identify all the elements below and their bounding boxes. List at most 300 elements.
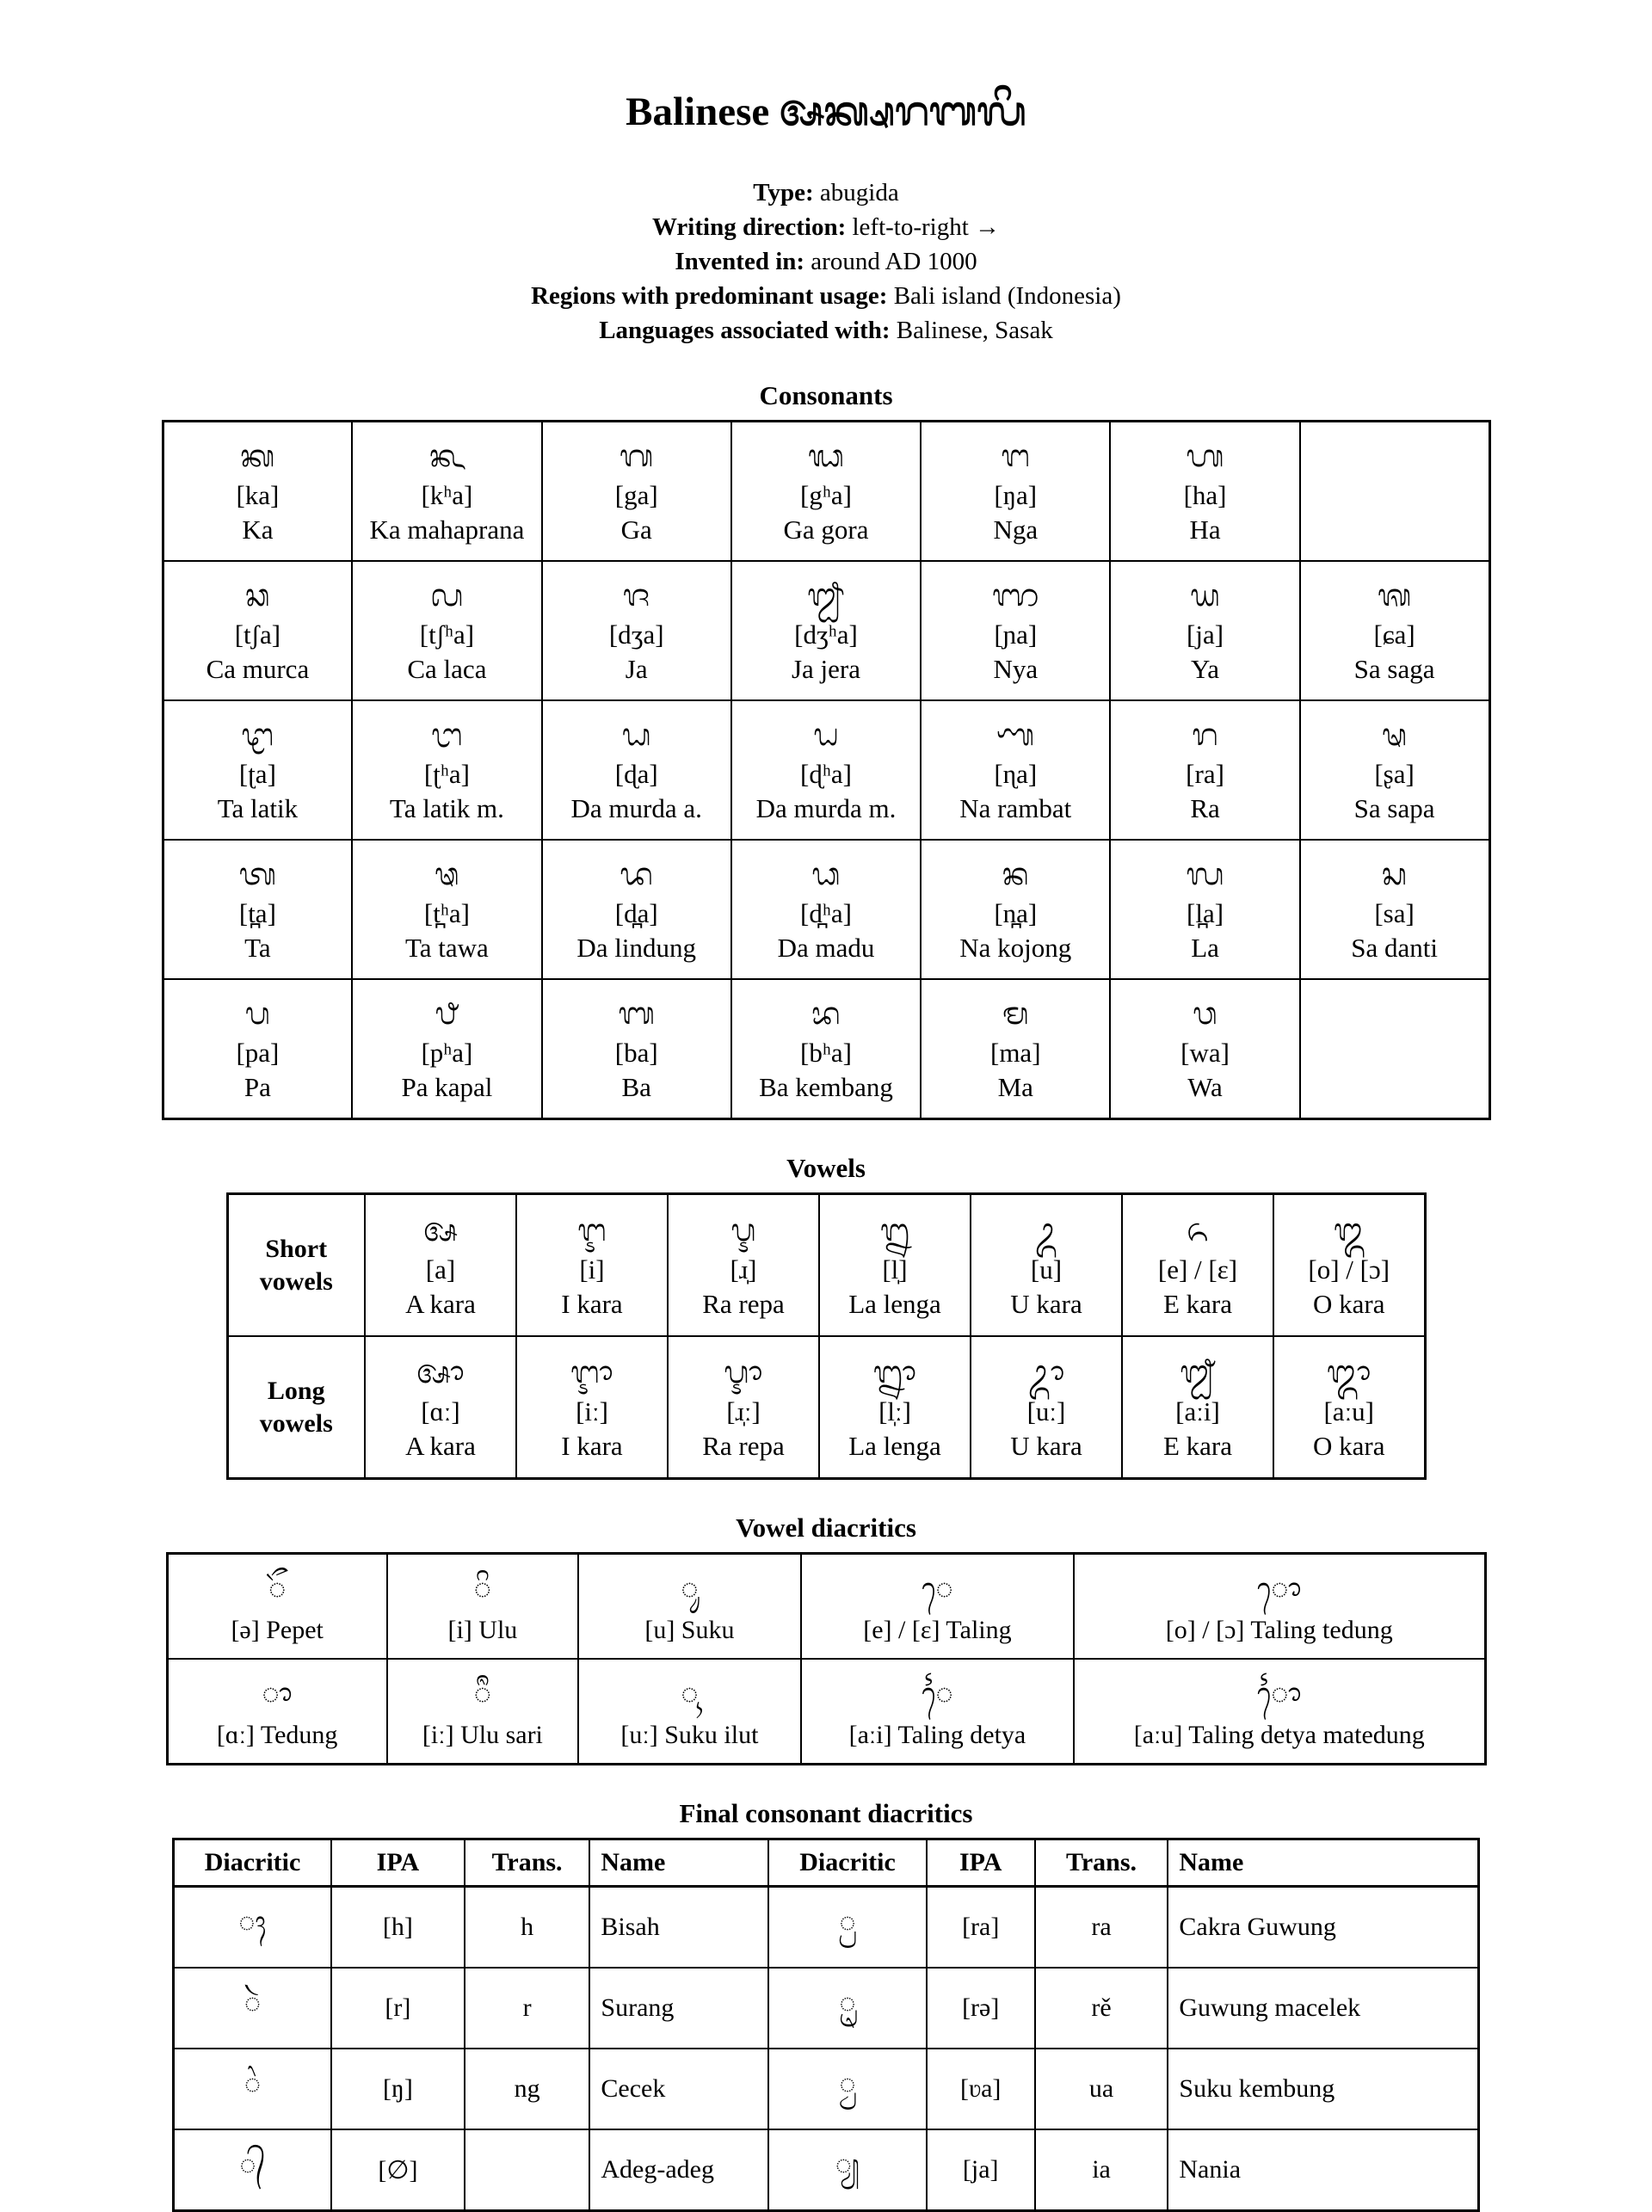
letter-name: Ka mahaprana bbox=[369, 514, 525, 545]
name-cell: Cecek bbox=[589, 2049, 768, 2129]
ipa-value: [ɹ̩] bbox=[730, 1254, 757, 1285]
letter-name: I kara bbox=[561, 1288, 623, 1319]
column-header: Trans. bbox=[465, 1839, 590, 1887]
diacritic-glyph-cell: ◌ᬄ bbox=[174, 1887, 332, 1969]
letter-cell bbox=[819, 1336, 971, 1479]
column-header: IPA bbox=[927, 1839, 1035, 1887]
letter-cell bbox=[731, 979, 921, 1119]
balinese-glyph: ᬡ bbox=[996, 718, 1035, 753]
ipa-value: [ra] bbox=[1186, 759, 1224, 789]
letter-cell bbox=[1110, 840, 1299, 979]
letter-cell bbox=[352, 422, 541, 562]
letter-cell bbox=[1110, 561, 1299, 700]
letter-name: Ma bbox=[997, 1072, 1033, 1102]
vowels-table bbox=[226, 1192, 1427, 1480]
balinese-glyph: ᬖ bbox=[807, 439, 845, 474]
ipa-value: [ŋa] bbox=[994, 480, 1038, 510]
ipa-value: [aːi] bbox=[1175, 1396, 1220, 1426]
letter-cell bbox=[668, 1336, 819, 1479]
ipa-cell: [ʋa] bbox=[927, 2049, 1035, 2129]
diacritic-glyph-cell: ◌ᬃ bbox=[174, 1968, 332, 2049]
ipa-value: [ʂa] bbox=[1374, 759, 1415, 789]
letter-name: Sa saga bbox=[1353, 654, 1435, 684]
final-diacritic-row bbox=[174, 2049, 1479, 2129]
letter-name: Ba kembang bbox=[759, 1072, 893, 1102]
letter-name: Ja jera bbox=[791, 654, 860, 684]
balinese-glyph: ᬐ bbox=[1180, 1354, 1216, 1390]
title-balinese-script: ᬅᬓ᭄ᬱᬭᬩᬮᬶ bbox=[779, 88, 1026, 135]
ipa-value: [n̪a] bbox=[994, 898, 1038, 928]
letter-cell bbox=[1110, 700, 1299, 840]
balinese-glyph: ᬊ bbox=[1027, 1354, 1065, 1390]
metadata bbox=[0, 176, 1652, 348]
meta-label: Writing direction: bbox=[651, 213, 847, 241]
letter-cell bbox=[971, 1194, 1122, 1337]
consonant-row bbox=[163, 561, 1489, 700]
letter-name: Nga bbox=[993, 514, 1039, 545]
ipa-value: [ha] bbox=[1183, 480, 1227, 510]
letter-cell bbox=[542, 561, 731, 700]
letter-name: E kara bbox=[1162, 1288, 1233, 1319]
letter-cell bbox=[921, 700, 1110, 840]
trans-cell: rě bbox=[1035, 1968, 1168, 2049]
diacritic-glyph: ◌ᬹ bbox=[681, 1677, 699, 1711]
diacritic-glyph: ◌ᬿ bbox=[922, 1677, 953, 1711]
diacritic-glyph: ◌ᭂ bbox=[268, 1572, 287, 1606]
letter-cell bbox=[542, 422, 731, 562]
letter-name: La lenga bbox=[848, 1430, 941, 1461]
vowel-diacritic-row bbox=[167, 1554, 1485, 1660]
letter-name: Ga bbox=[620, 514, 652, 545]
balinese-glyph: ᬋ bbox=[730, 1212, 756, 1248]
meta-line bbox=[0, 313, 1652, 348]
letter-name: Ta latik bbox=[217, 793, 299, 823]
balinese-glyph: ᬪ bbox=[811, 996, 841, 1032]
balinese-glyph: ᬗ bbox=[1001, 439, 1031, 474]
letter-name: Ra repa bbox=[702, 1288, 785, 1319]
letter-name: Ba bbox=[621, 1072, 651, 1102]
letter-name: O kara bbox=[1313, 1288, 1385, 1319]
vowel-diacritic-cell bbox=[167, 1554, 387, 1660]
diacritic-glyph-cell: ◌ᬂ bbox=[174, 2049, 332, 2129]
diacritic-glyph: ◌ᬾ bbox=[922, 1572, 953, 1606]
diacritic-glyph: ◌ᬸ bbox=[681, 1572, 699, 1606]
meta-value: left-to-right → bbox=[852, 213, 1001, 241]
ipa-value: [kʰa] bbox=[421, 480, 473, 510]
letter-cell bbox=[921, 979, 1110, 1119]
column-header: Name bbox=[1168, 1839, 1478, 1887]
balinese-glyph: ᬑ bbox=[1334, 1212, 1365, 1248]
diacritic-label: [aːu] Taling detya matedung bbox=[1133, 1721, 1425, 1749]
final-diacritic-row bbox=[174, 2129, 1479, 2211]
vowel-diacritic-cell bbox=[801, 1659, 1074, 1765]
diacritic-glyph: ◌ᭀ bbox=[1256, 1572, 1302, 1606]
letter-name: Ga gora bbox=[783, 514, 869, 545]
balinese-glyph: ᬳ bbox=[1186, 439, 1224, 474]
diacritic-glyph-cell: ◌᭄ᬭ bbox=[768, 1887, 927, 1969]
balinese-glyph: ᬉ bbox=[1034, 1212, 1058, 1248]
meta-label: Languages associated with: bbox=[599, 317, 891, 344]
name-cell: Nania bbox=[1168, 2129, 1478, 2211]
letter-name: Wa bbox=[1187, 1072, 1223, 1102]
letter-cell bbox=[731, 700, 921, 840]
balinese-glyph: ᬠ bbox=[813, 718, 839, 753]
balinese-glyph: ᬭ bbox=[1192, 718, 1218, 753]
letter-name: A kara bbox=[405, 1288, 476, 1319]
ipa-cell: [rə] bbox=[927, 1968, 1035, 2049]
letter-cell bbox=[542, 840, 731, 979]
letter-name: U kara bbox=[1010, 1430, 1082, 1461]
diacritic-label: [iː] Ulu sari bbox=[422, 1721, 543, 1749]
ipa-cell: [∅] bbox=[331, 2129, 465, 2211]
balinese-glyph: ᬇ bbox=[577, 1212, 607, 1248]
ipa-value: [ɲa] bbox=[994, 619, 1038, 650]
letter-name: Pa bbox=[243, 1072, 271, 1102]
name-cell: Cakra Guwung bbox=[1168, 1887, 1478, 1969]
balinese-glyph: ᬕ bbox=[620, 439, 654, 474]
ipa-value: [t̪a] bbox=[238, 898, 276, 928]
letter-name: E kara bbox=[1162, 1430, 1233, 1461]
balinese-glyph: ᬯ bbox=[1193, 996, 1217, 1032]
ipa-value: [i] bbox=[579, 1254, 605, 1285]
ipa-value: [ɖʰa] bbox=[800, 759, 852, 789]
ipa-value: [l̩] bbox=[882, 1254, 908, 1285]
letter-name: La bbox=[1191, 933, 1219, 963]
diacritic-glyph-cell: ◌᭄ᬯ bbox=[768, 2049, 927, 2129]
vowel-diacritic-cell bbox=[1074, 1659, 1485, 1765]
letter-name: Ta latik m. bbox=[389, 793, 504, 823]
balinese-glyph: ᬓ bbox=[240, 439, 275, 474]
meta-line bbox=[0, 210, 1652, 244]
letter-cell bbox=[352, 979, 541, 1119]
balinese-glyph: ᬬ bbox=[1190, 578, 1220, 613]
title-latin: Balinese bbox=[626, 89, 770, 134]
diacritic-glyph-cell: ◌᭄ᬬ bbox=[768, 2129, 927, 2211]
diacritic-label: [aːi] Taling detya bbox=[848, 1721, 1026, 1749]
ipa-value: [ɑː] bbox=[421, 1396, 460, 1426]
ipa-value: [a] bbox=[425, 1254, 456, 1285]
letter-name: Da lindung bbox=[576, 933, 697, 963]
page-title bbox=[0, 83, 1652, 155]
vowels-heading: Vowels bbox=[786, 1153, 866, 1183]
trans-cell: ra bbox=[1035, 1887, 1168, 1969]
letter-name: Pa kapal bbox=[401, 1072, 493, 1102]
column-header: Diacritic bbox=[768, 1839, 927, 1887]
vowel-diacritics-table bbox=[166, 1552, 1487, 1765]
letter-name: Na rambat bbox=[959, 793, 1072, 823]
column-header: Trans. bbox=[1035, 1839, 1168, 1887]
consonant-row bbox=[163, 422, 1489, 562]
letter-name: U kara bbox=[1010, 1288, 1082, 1319]
vowel-diacritic-cell bbox=[387, 1554, 578, 1660]
name-cell: Bisah bbox=[589, 1887, 768, 1969]
letter-cell bbox=[819, 1194, 971, 1337]
balinese-glyph: ᬛ bbox=[807, 578, 845, 613]
balinese-glyph: ᬱ bbox=[1382, 718, 1408, 753]
letter-cell bbox=[365, 1194, 516, 1337]
ipa-value: [e] / [ɛ] bbox=[1157, 1254, 1238, 1285]
trans-cell: ia bbox=[1035, 2129, 1168, 2211]
final-diacritic-row bbox=[174, 1887, 1479, 1969]
letter-name: Sa danti bbox=[1351, 933, 1438, 963]
balinese-glyph: ᬟ bbox=[621, 718, 651, 753]
letter-cell bbox=[1273, 1194, 1425, 1337]
letter-cell bbox=[921, 422, 1110, 562]
letter-name: Ca laca bbox=[407, 654, 487, 684]
letter-name: Ha bbox=[1189, 514, 1221, 545]
final-diacritics-heading: Final consonant diacritics bbox=[679, 1798, 973, 1828]
balinese-glyph: ᬰ bbox=[1377, 578, 1412, 613]
consonant-row bbox=[163, 840, 1489, 979]
name-cell: Guwung macelek bbox=[1168, 1968, 1478, 2049]
balinese-glyph: ᬜ bbox=[992, 578, 1039, 613]
vowel-diacritic-cell bbox=[801, 1554, 1074, 1660]
letter-name: Ta bbox=[244, 933, 271, 963]
ipa-value: [pʰa] bbox=[421, 1038, 473, 1068]
diacritic-label: [i] Ulu bbox=[447, 1616, 518, 1644]
letter-name: Da murda m. bbox=[755, 793, 897, 823]
letter-name: O kara bbox=[1313, 1430, 1385, 1461]
ipa-value: [ʈa] bbox=[238, 759, 276, 789]
ipa-value: [ʈʰa] bbox=[423, 759, 470, 789]
ipa-value: [gʰa] bbox=[800, 480, 852, 510]
diacritic-label: [uː] Suku ilut bbox=[620, 1721, 759, 1749]
ipa-value: [d̪a] bbox=[614, 898, 658, 928]
letter-name: A kara bbox=[405, 1430, 476, 1461]
balinese-glyph: ᬞ bbox=[431, 718, 463, 753]
letter-cell bbox=[1300, 979, 1489, 1119]
meta-label: Type: bbox=[753, 179, 814, 206]
letter-cell bbox=[1300, 561, 1489, 700]
letter-name: Ka bbox=[242, 514, 274, 545]
balinese-glyph: ᬤ bbox=[620, 857, 653, 892]
balinese-glyph: ᬦ bbox=[1002, 857, 1029, 892]
meta-line bbox=[0, 176, 1652, 210]
balinese-glyph: ᬧ bbox=[244, 996, 270, 1032]
balinese-glyph: ᬘ bbox=[245, 578, 270, 613]
vowel-diacritic-cell bbox=[578, 1659, 801, 1765]
letter-name: Ta tawa bbox=[405, 933, 489, 963]
letter-cell bbox=[163, 979, 352, 1119]
name-cell: Adeg-adeg bbox=[589, 2129, 768, 2211]
letter-name: Ra repa bbox=[702, 1430, 785, 1461]
letter-cell bbox=[163, 561, 352, 700]
letter-name: Na kojong bbox=[959, 933, 1072, 963]
ipa-value: [sa] bbox=[1374, 898, 1415, 928]
diacritic-glyph: ◌ᬵ bbox=[262, 1677, 293, 1711]
ipa-cell: [ra] bbox=[927, 1887, 1035, 1969]
letter-cell bbox=[352, 700, 541, 840]
diacritic-label: [ɑː] Tedung bbox=[216, 1721, 338, 1749]
letter-cell bbox=[1110, 422, 1299, 562]
meta-value: Balinese, Sasak bbox=[896, 317, 1053, 344]
diacritic-glyph-cell: ◌᭄ bbox=[174, 2129, 332, 2211]
letter-cell bbox=[1273, 1336, 1425, 1479]
letter-name: Ya bbox=[1191, 654, 1220, 684]
ipa-value: [dʒʰa] bbox=[794, 619, 858, 650]
ipa-value: [ɖa] bbox=[614, 759, 658, 789]
meta-value: abugida bbox=[819, 179, 899, 206]
letter-cell bbox=[365, 1336, 516, 1479]
balinese-glyph: ᬙ bbox=[430, 578, 464, 613]
ipa-value: [d̪ʰa] bbox=[800, 898, 852, 928]
vowel-row bbox=[227, 1336, 1425, 1479]
trans-cell: ua bbox=[1035, 2049, 1168, 2129]
ipa-value: [pa] bbox=[236, 1038, 280, 1068]
balinese-glyph: ᬫ bbox=[1002, 996, 1029, 1032]
meta-value: Bali island (Indonesia) bbox=[893, 282, 1121, 310]
ipa-value: [uː] bbox=[1026, 1396, 1066, 1426]
diacritic-label: [ə] Pepet bbox=[231, 1616, 324, 1644]
ipa-cell: [ja] bbox=[927, 2129, 1035, 2211]
ipa-value: [ɹ̩ː] bbox=[726, 1396, 761, 1426]
column-header: Name bbox=[589, 1839, 768, 1887]
vowel-diacritics-heading: Vowel diacritics bbox=[736, 1513, 916, 1543]
balinese-glyph: ᬆ bbox=[416, 1354, 465, 1390]
diacritic-label: [e] / [ɛ] Taling bbox=[863, 1616, 1012, 1644]
diacritic-glyph-cell: ◌ᬺ bbox=[768, 1968, 927, 2049]
ipa-value: [l̪a] bbox=[1187, 898, 1224, 928]
name-cell: Suku kembung bbox=[1168, 2049, 1478, 2129]
letter-cell bbox=[668, 1194, 819, 1337]
ipa-value: [u] bbox=[1030, 1254, 1063, 1285]
name-cell: Surang bbox=[589, 1968, 768, 2049]
letter-name: Ca murca bbox=[206, 654, 310, 684]
balinese-glyph: ᬎ bbox=[872, 1354, 917, 1390]
ipa-cell: [r] bbox=[331, 1968, 465, 2049]
letter-cell bbox=[731, 561, 921, 700]
balinese-glyph: ᬍ bbox=[879, 1212, 910, 1248]
ipa-value: [t̪ʰa] bbox=[423, 898, 470, 928]
vowel-row-label: Short vowels bbox=[227, 1194, 365, 1337]
balinese-glyph: ᬈ bbox=[570, 1354, 613, 1390]
balinese-glyph: ᬌ bbox=[724, 1354, 763, 1390]
letter-cell bbox=[921, 561, 1110, 700]
ipa-value: [dʒa] bbox=[608, 619, 664, 650]
letter-cell bbox=[352, 561, 541, 700]
vowel-diacritic-row bbox=[167, 1659, 1485, 1765]
letter-cell bbox=[1110, 979, 1299, 1119]
ipa-value: [ka] bbox=[236, 480, 280, 510]
letter-cell bbox=[163, 840, 352, 979]
balinese-glyph: ᬚ bbox=[622, 578, 650, 613]
letter-cell bbox=[516, 1336, 668, 1479]
diacritic-label: [u] Suku bbox=[644, 1616, 735, 1644]
column-header: IPA bbox=[331, 1839, 465, 1887]
column-header: Diacritic bbox=[174, 1839, 332, 1887]
ipa-value: [ja] bbox=[1187, 619, 1224, 650]
ipa-value: [l̩ː] bbox=[878, 1396, 911, 1426]
vowel-diacritic-cell bbox=[578, 1554, 801, 1660]
consonants-heading: Consonants bbox=[759, 380, 893, 410]
consonant-row bbox=[163, 979, 1489, 1119]
consonant-row bbox=[163, 700, 1489, 840]
ipa-value: [o] / [ɔ] bbox=[1308, 1254, 1390, 1285]
letter-cell bbox=[731, 840, 921, 979]
letter-cell bbox=[921, 840, 1110, 979]
balinese-glyph: ᬨ bbox=[435, 996, 459, 1032]
ipa-value: [ba] bbox=[614, 1038, 658, 1068]
balinese-glyph: ᬒ bbox=[1327, 1354, 1372, 1390]
ipa-value: [ga] bbox=[614, 480, 658, 510]
letter-name: Ja bbox=[625, 654, 648, 684]
vowel-diacritic-cell bbox=[1074, 1554, 1485, 1660]
final-consonant-diacritics-table bbox=[172, 1838, 1480, 2212]
ipa-value: [tʃa] bbox=[234, 619, 281, 650]
balinese-glyph: ᬣ bbox=[435, 857, 459, 892]
letter-cell bbox=[971, 1336, 1122, 1479]
ipa-value: [ɕa] bbox=[1373, 619, 1415, 650]
diacritic-label: [o] / [ɔ] Taling tedung bbox=[1165, 1616, 1393, 1644]
vowel-diacritic-cell bbox=[387, 1659, 578, 1765]
ipa-value: [wa] bbox=[1180, 1038, 1230, 1068]
balinese-glyph: ᬥ bbox=[811, 857, 841, 892]
ipa-cell: [h] bbox=[331, 1887, 465, 1969]
ipa-value: [bʰa] bbox=[800, 1038, 852, 1068]
letter-cell bbox=[731, 422, 921, 562]
letter-cell bbox=[1300, 840, 1489, 979]
balinese-glyph: ᬏ bbox=[1187, 1212, 1209, 1248]
ipa-cell: [ŋ] bbox=[331, 2049, 465, 2129]
letter-name: Da murda a. bbox=[570, 793, 702, 823]
consonants-table bbox=[162, 420, 1491, 1120]
letter-cell bbox=[542, 700, 731, 840]
ipa-value: [ma] bbox=[990, 1038, 1041, 1068]
trans-cell: ng bbox=[465, 2049, 590, 2129]
letter-cell bbox=[163, 700, 352, 840]
ipa-value: [aːu] bbox=[1323, 1396, 1375, 1426]
balinese-glyph: ᬩ bbox=[618, 996, 655, 1032]
meta-line bbox=[0, 244, 1652, 279]
letter-name: Sa sapa bbox=[1353, 793, 1435, 823]
ipa-value: [ɳa] bbox=[994, 759, 1038, 789]
balinese-glyph: ᬅ bbox=[423, 1212, 458, 1248]
meta-label: Invented in: bbox=[675, 248, 805, 275]
ipa-value: [tʃʰa] bbox=[419, 619, 475, 650]
letter-cell bbox=[1300, 700, 1489, 840]
letter-cell bbox=[542, 979, 731, 1119]
letter-name: I kara bbox=[561, 1430, 623, 1461]
balinese-glyph: ᬲ bbox=[1382, 857, 1408, 892]
balinese-glyph: ᬝ bbox=[241, 718, 274, 753]
final-diacritic-row bbox=[174, 1968, 1479, 2049]
letter-cell bbox=[352, 840, 541, 979]
ipa-value: [iː] bbox=[576, 1396, 608, 1426]
meta-value: around AD 1000 bbox=[811, 248, 977, 275]
trans-cell: r bbox=[465, 1968, 590, 2049]
balinese-glyph: ᬮ bbox=[1186, 857, 1224, 892]
vowel-row-label: Long vowels bbox=[227, 1336, 365, 1479]
balinese-glyph: ᬢ bbox=[238, 857, 277, 892]
letter-cell bbox=[516, 1194, 668, 1337]
diacritic-glyph: ◌ᬷ bbox=[473, 1677, 491, 1711]
meta-label: Regions with predominant usage: bbox=[531, 282, 888, 310]
trans-cell: h bbox=[465, 1887, 590, 1969]
letter-cell bbox=[1122, 1194, 1273, 1337]
letter-cell bbox=[1300, 422, 1489, 562]
diacritic-glyph: ◌ᭁ bbox=[1256, 1677, 1302, 1711]
vowel-diacritic-cell bbox=[167, 1659, 387, 1765]
letter-cell bbox=[1122, 1336, 1273, 1479]
letter-name: La lenga bbox=[848, 1288, 941, 1319]
balinese-glyph: ᬔ bbox=[429, 439, 465, 474]
trans-cell bbox=[465, 2129, 590, 2211]
letter-cell bbox=[163, 422, 352, 562]
letter-name: Nya bbox=[993, 654, 1039, 684]
letter-name: Da madu bbox=[777, 933, 875, 963]
meta-line bbox=[0, 279, 1652, 313]
letter-name: Ra bbox=[1190, 793, 1220, 823]
